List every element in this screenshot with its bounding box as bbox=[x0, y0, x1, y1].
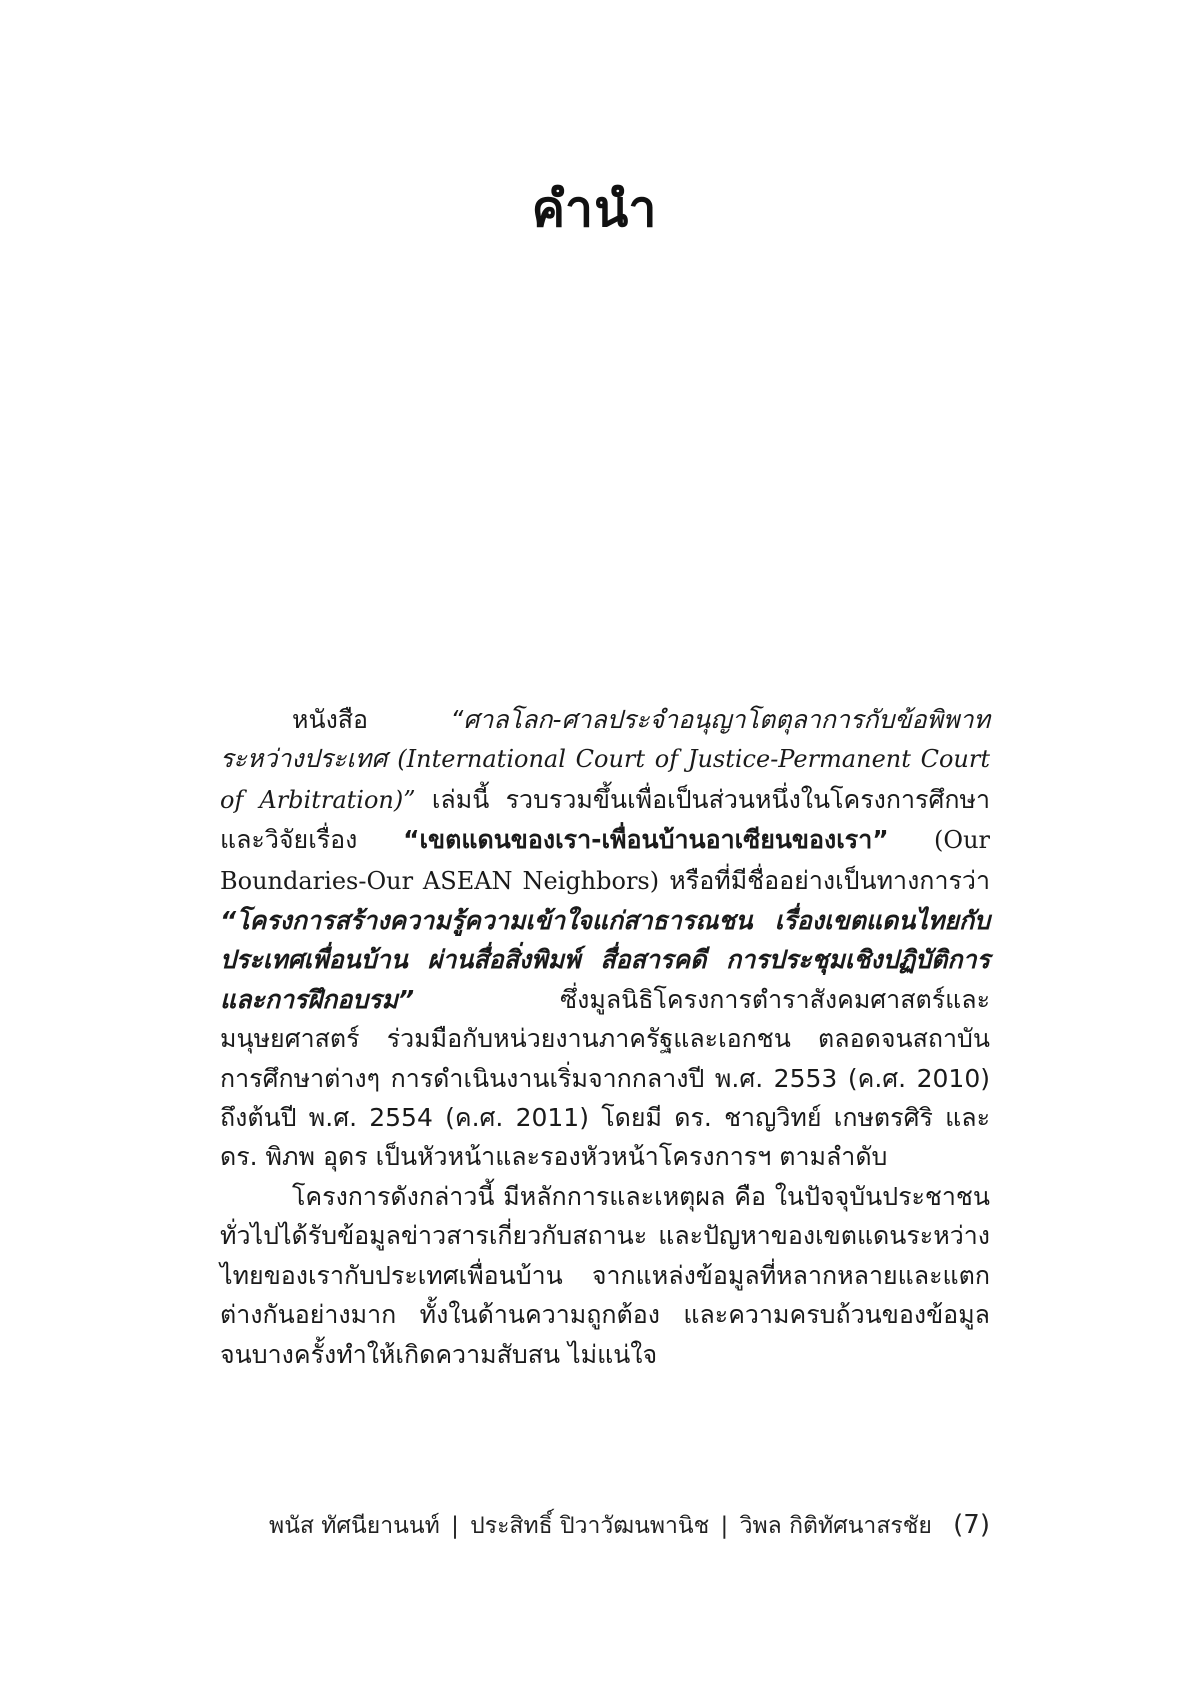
footer-author: ประสิทธิ์ ปิวาวัฒนพานิช bbox=[470, 1513, 710, 1539]
page-footer bbox=[220, 1508, 990, 1544]
footer-author: พนัส ทัศนียานนท์ bbox=[269, 1513, 440, 1539]
project-name-thai: “เขตแดนของเรา-เพื่อนบ้านอาเซียนของเรา” bbox=[403, 825, 889, 855]
footer-author: วิพล กิติทัศนาสรชัย bbox=[739, 1513, 932, 1539]
project-name-english: (Our Boundaries-Our ASEAN Neighbors) bbox=[220, 826, 990, 895]
intro-text: หรือที่มีชื่ออย่างเป็นทางการว่า bbox=[659, 865, 990, 895]
paragraph-rationale: โครงการดังกล่าวนี้ มีหลักการและเหตุผล คือ ในปัจจุบันประชาชนทั่วไปได้รับข้อมูลข่าวสารเกี่ยวกับสถานะ และปัญหาของเขตแดนระหว่างไทยของเรากับประเทศเพื่อนบ้าน จากแหล่งข้อมูลที่หลากหลายและแตกต่างกันอย่างมาก ทั้งในด้านความถูกต้อง และความครบถ้วนของข้อมูล จนบางครั้งทำให้เกิดความสับสน ไม่แน่ใจ bbox=[220, 1181, 990, 1369]
paragraph-intro bbox=[220, 700, 990, 1177]
book-title-english: (International Court of Justice-Permanent Court of Arbitration)” bbox=[220, 745, 990, 814]
footer-separator: | bbox=[451, 1513, 459, 1539]
official-project-name: “โครงการสร้างความรู้ความเข้าใจแก่สาธารณชน เรื่องเขตแดนไทยกับประเทศเพื่อนบ้าน ผ่านสื่อสิ่งพิมพ์ สื่อสารคดี การประชุมเชิงปฏิบัติการ และการฝึกอบรม” bbox=[220, 906, 990, 1014]
intro-text: หนังสือ bbox=[292, 705, 451, 734]
footer-separator: | bbox=[720, 1513, 729, 1539]
body-text bbox=[220, 700, 990, 1374]
book-title-thai: “ศาลโลก-ศาลประจำอนุญาโตตุลาการกับข้อพิพาทระหว่างประเทศ bbox=[220, 705, 990, 774]
page-number: (7) bbox=[953, 1510, 990, 1540]
page-title: คำนำ bbox=[531, 180, 658, 238]
intro-text: ซึ่งมูลนิธิโครงการตำราสังคมศาสตร์และมนุษยศาสตร์ ร่วมมือกับหน่วยงานภาครัฐและเอกชน ตลอดจนสถาบันการศึกษาต่างๆ การดำเนินงานเริ่มจากกลางปี พ.ศ. 2553 (ค.ศ. 2010) ถึงต้นปี พ.ศ. 2554 (ค.ศ. 2011) โดยมี ดร. ชาญวิทย์ เกษตรศิริ และ ดร. พิภพ อุดร เป็นหัวหน้าและรองหัวหน้าโครงการฯ ตามลำดับ bbox=[220, 984, 990, 1172]
intro-text: เล่มนี้ รวบรวมขึ้นเพื่อเป็นส่วนหนึ่งในโครงการศึกษาและวิจัยเรื่อง bbox=[220, 784, 991, 855]
